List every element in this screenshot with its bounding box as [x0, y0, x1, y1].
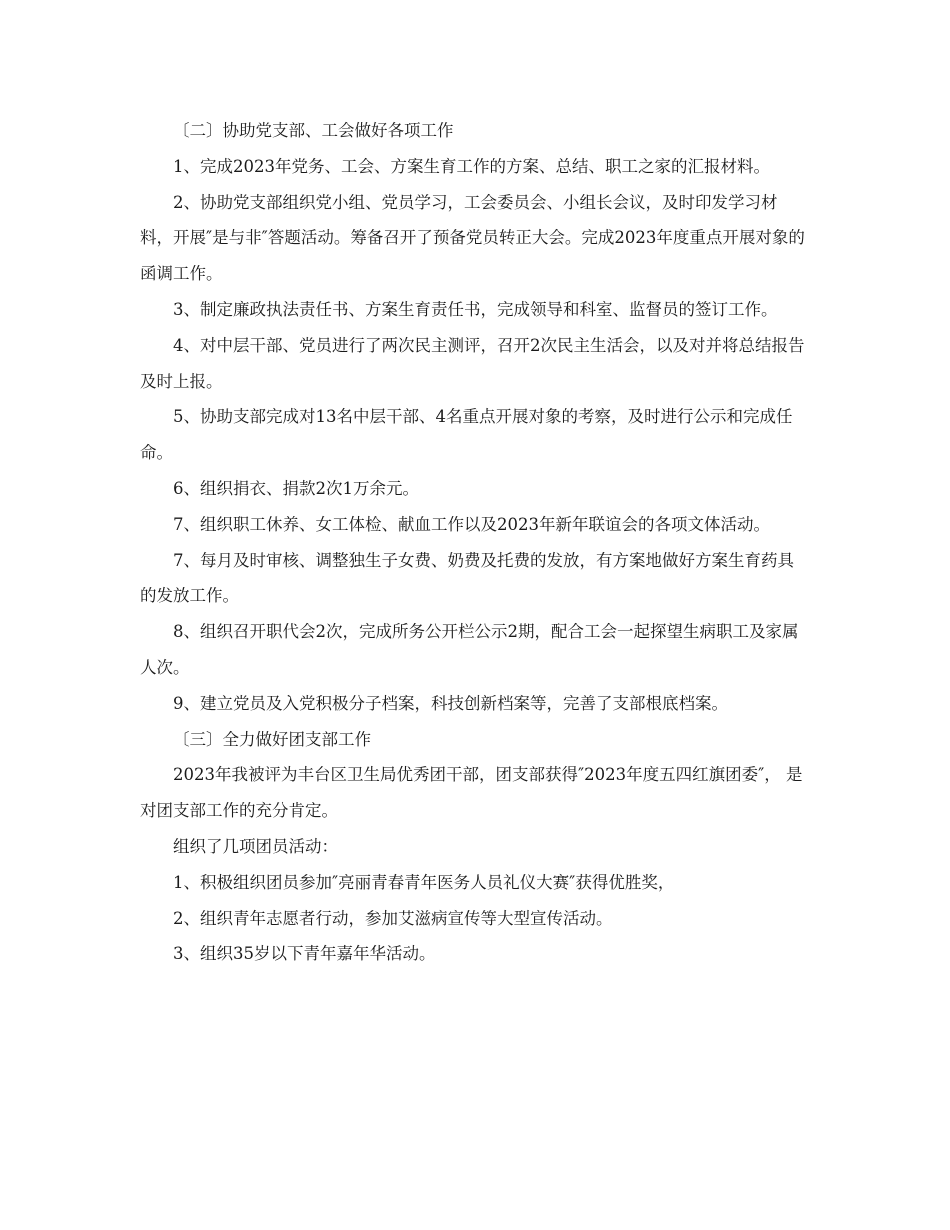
- activity-item-3: 3、组织35岁以下青年嘉年华活动。: [173, 944, 436, 964]
- paragraph-honor: 2023年我被评为丰台区卫生局优秀团干部，团支部获得″2023年度五四红旗团委″， 是对团支部工作的充分肯定。: [140, 765, 803, 821]
- paragraph-item-7a: 7、组织职工休养、女工体检、献血工作以及2023年新年联谊会的各项文体活动。: [173, 514, 770, 534]
- document-body: [140, 113, 805, 972]
- activity-item-1: 1、积极组织团员参加″亮丽青春青年医务人员礼仪大赛″获得优胜奖，: [173, 872, 675, 892]
- paragraph-activities-intro: 组织了几项团员活动：: [173, 836, 338, 856]
- paragraph-item-1: 1、完成2023年党务、工会、方案生育工作的方案、总结、职工之家的汇报材料。: [173, 156, 770, 176]
- activity-item-2: 2、组织青年志愿者行动，参加艾滋病宣传等大型宣传活动。: [173, 908, 613, 928]
- paragraph-item-8: 8、组织召开职代会2次，完成所务公开栏公示2期，配合工会一起探望生病职工及家属 人次。: [140, 622, 799, 677]
- paragraph-item-3: 3、制定廉政执法责任书、方案生育责任书，完成领导和科室、监督员的签订工作。: [173, 299, 778, 319]
- paragraph-item-2: 2、协助党支部组织党小组、党员学习，工会委员会、小组长会议，及时印发学习材料，开展″是与非″答题活动。筹备召开了预备党员转正大会。完成2023年度重点开展对象的函调工作。: [140, 192, 805, 284]
- paragraph-item-4: 4、对中层干部、党员进行了两次民主测评，召开2次民主生活会，以及对并将总结报告及时上报。: [140, 335, 805, 391]
- section-heading-2: 〔二〕协助党支部、工会做好各项工作: [173, 121, 454, 140]
- paragraph-item-6: 6、组织捐衣、捐款2次1万余元。: [173, 478, 419, 498]
- paragraph-item-5: 5、协助支部完成对13名中层干部、4名重点开展对象的考察，及时进行公示和完成任命。: [140, 407, 793, 463]
- section-heading-3: 〔三〕全力做好团支部工作: [173, 729, 371, 749]
- paragraph-item-7b: 7、每月及时审核、调整独生子女费、奶费及托费的发放，有方案地做好方案生育药具的发放工作。: [140, 550, 794, 606]
- paragraph-item-9: 9、建立党员及入党积极分子档案，科技创新档案等，完善了支部根底档案。: [173, 693, 728, 713]
